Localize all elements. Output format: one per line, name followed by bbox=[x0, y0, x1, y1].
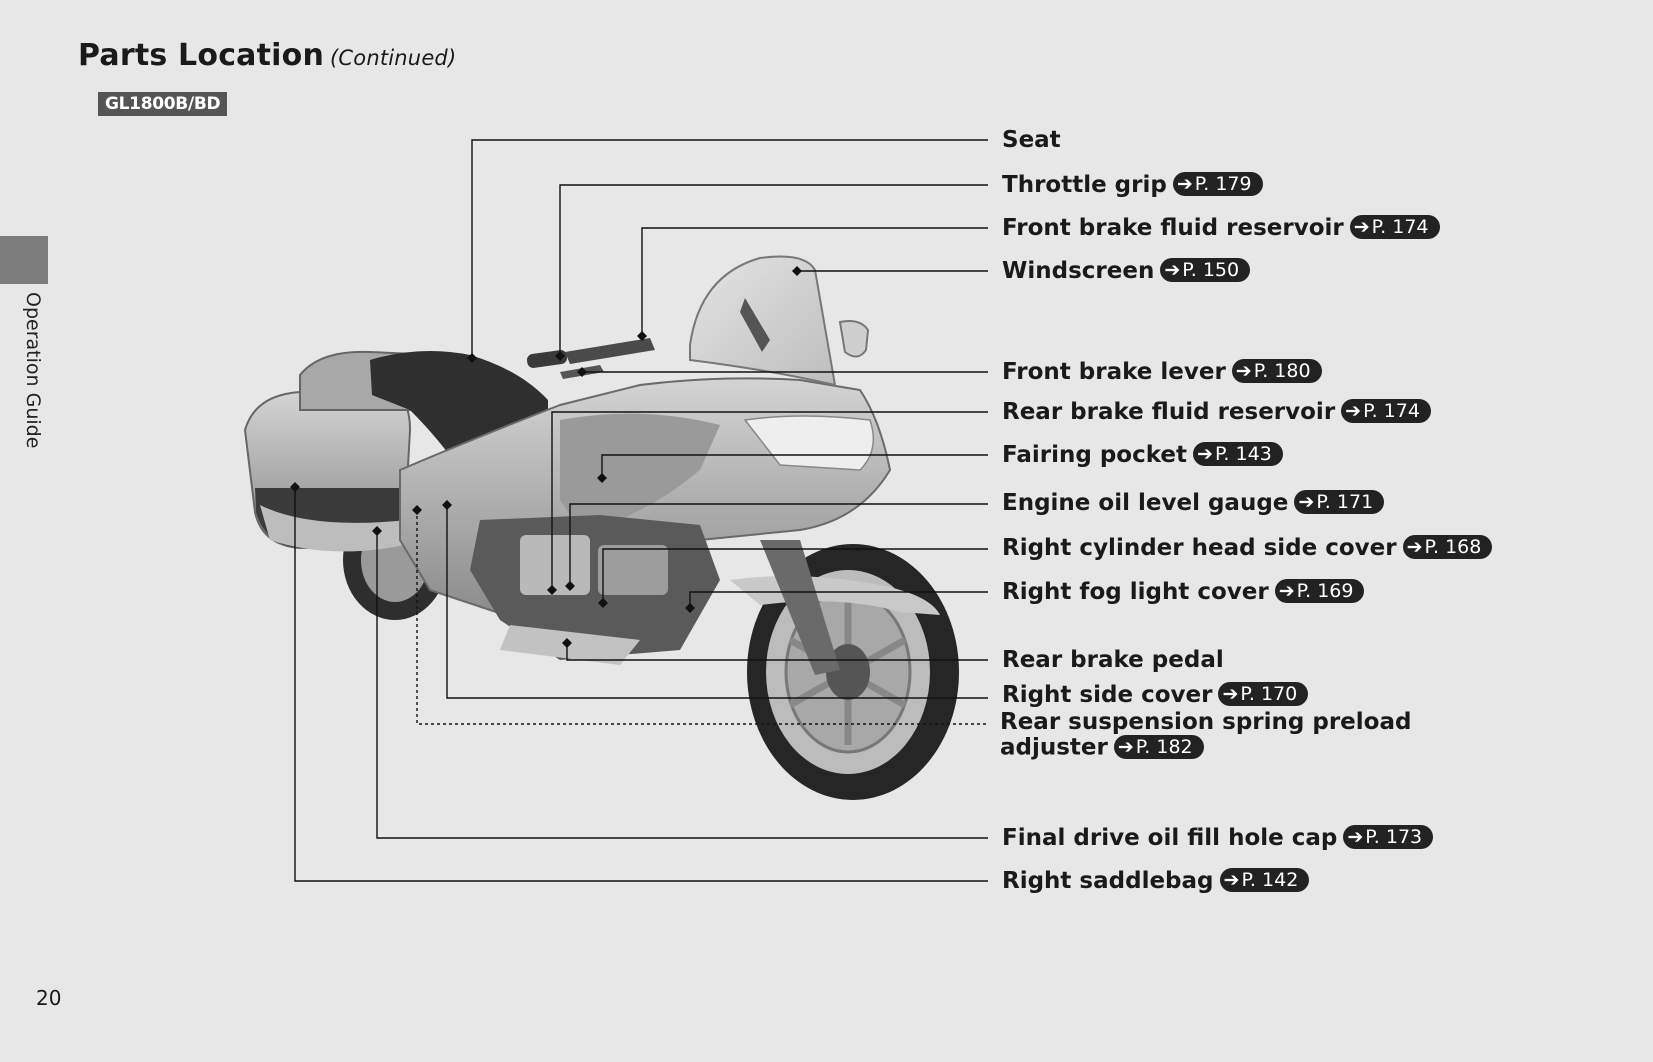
part-seat bbox=[1002, 127, 1061, 153]
model-badge: GL1800B/BD bbox=[98, 92, 227, 116]
part-engine-oil-level-gauge bbox=[1002, 490, 1384, 516]
part-front-brake-fluid-reservoir bbox=[1002, 215, 1440, 241]
part-label: Fairing pocket bbox=[1002, 442, 1188, 468]
part-label: Throttle grip bbox=[1002, 172, 1167, 198]
part-front-brake-lever bbox=[1002, 359, 1322, 385]
page-number: 20 bbox=[36, 986, 62, 1010]
page-ref-link[interactable]: ➔ P. 168 bbox=[1403, 535, 1493, 559]
part-rear-brake-pedal bbox=[1002, 647, 1224, 673]
page-ref-link[interactable]: ➔ P. 174 bbox=[1341, 399, 1431, 423]
title-continued: (Continued) bbox=[330, 46, 457, 70]
part-fairing-pocket bbox=[1002, 442, 1283, 468]
page-ref-link[interactable]: ➔ P. 170 bbox=[1218, 682, 1308, 706]
arrow-right-icon: ➔ bbox=[1117, 735, 1134, 758]
part-label: Seat bbox=[1002, 127, 1061, 153]
part-label: Front brake lever bbox=[1002, 359, 1226, 385]
part-rear-brake-fluid-reservoir bbox=[1002, 399, 1431, 425]
part-label: Rear brake fluid reservoir bbox=[1002, 399, 1336, 425]
part-label: Rear suspension spring preload adjuster bbox=[1000, 709, 1412, 761]
part-label: Final drive oil fill hole cap bbox=[1002, 825, 1338, 851]
arrow-right-icon: ➔ bbox=[1164, 259, 1181, 281]
page-ref-link[interactable]: ➔ P. 182 bbox=[1114, 735, 1204, 759]
page-ref-link[interactable]: ➔ P. 142 bbox=[1220, 868, 1310, 892]
part-rear-suspension-spring-preload-adjuster bbox=[1000, 710, 1420, 761]
arrow-right-icon: ➔ bbox=[1197, 443, 1213, 465]
title-text: Parts Location bbox=[78, 38, 325, 73]
part-label: Right cylinder head side cover bbox=[1002, 535, 1397, 561]
page-ref-link[interactable]: ➔ P. 173 bbox=[1343, 825, 1433, 849]
part-label: Windscreen bbox=[1002, 258, 1155, 284]
arrow-right-icon: ➔ bbox=[1223, 869, 1240, 891]
arrow-right-icon: ➔ bbox=[1176, 173, 1193, 195]
part-label: Right saddlebag bbox=[1002, 868, 1214, 894]
part-right-cylinder-head-side-cover bbox=[1002, 535, 1492, 561]
part-final-drive-oil-fill-hole-cap bbox=[1002, 825, 1433, 851]
motorcycle-illustration bbox=[245, 257, 959, 801]
part-label: Front brake fluid reservoir bbox=[1002, 215, 1344, 241]
arrow-right-icon: ➔ bbox=[1298, 491, 1315, 513]
part-right-side-cover bbox=[1002, 682, 1308, 708]
section-side-label: Operation Guide bbox=[22, 292, 44, 449]
part-label: Right fog light cover bbox=[1002, 579, 1269, 605]
page-ref-link[interactable]: ➔ P. 171 bbox=[1294, 490, 1384, 514]
part-windscreen bbox=[1002, 258, 1250, 284]
arrow-right-icon: ➔ bbox=[1278, 580, 1295, 602]
arrow-right-icon: ➔ bbox=[1406, 536, 1423, 558]
page-ref-link[interactable]: ➔ P. 150 bbox=[1160, 258, 1250, 282]
page-ref-link[interactable]: ➔ P. 174 bbox=[1350, 215, 1440, 239]
arrow-right-icon: ➔ bbox=[1235, 360, 1252, 382]
part-right-fog-light-cover bbox=[1002, 579, 1364, 605]
arrow-right-icon: ➔ bbox=[1345, 400, 1362, 422]
part-throttle-grip bbox=[1002, 172, 1263, 198]
part-label: Rear brake pedal bbox=[1002, 647, 1224, 673]
page-ref-link[interactable]: ➔ P. 179 bbox=[1173, 172, 1263, 196]
part-label: Right side cover bbox=[1002, 682, 1213, 708]
part-right-saddlebag bbox=[1002, 868, 1309, 894]
arrow-right-icon: ➔ bbox=[1347, 826, 1364, 848]
part-label: Engine oil level gauge bbox=[1002, 490, 1289, 516]
page-ref-link[interactable]: ➔ P. 143 bbox=[1193, 442, 1283, 466]
arrow-right-icon: ➔ bbox=[1222, 683, 1239, 705]
arrow-right-icon: ➔ bbox=[1353, 216, 1370, 238]
page-ref-link[interactable]: ➔ P. 169 bbox=[1275, 579, 1365, 603]
page-ref-link[interactable]: ➔ P. 180 bbox=[1232, 359, 1322, 383]
